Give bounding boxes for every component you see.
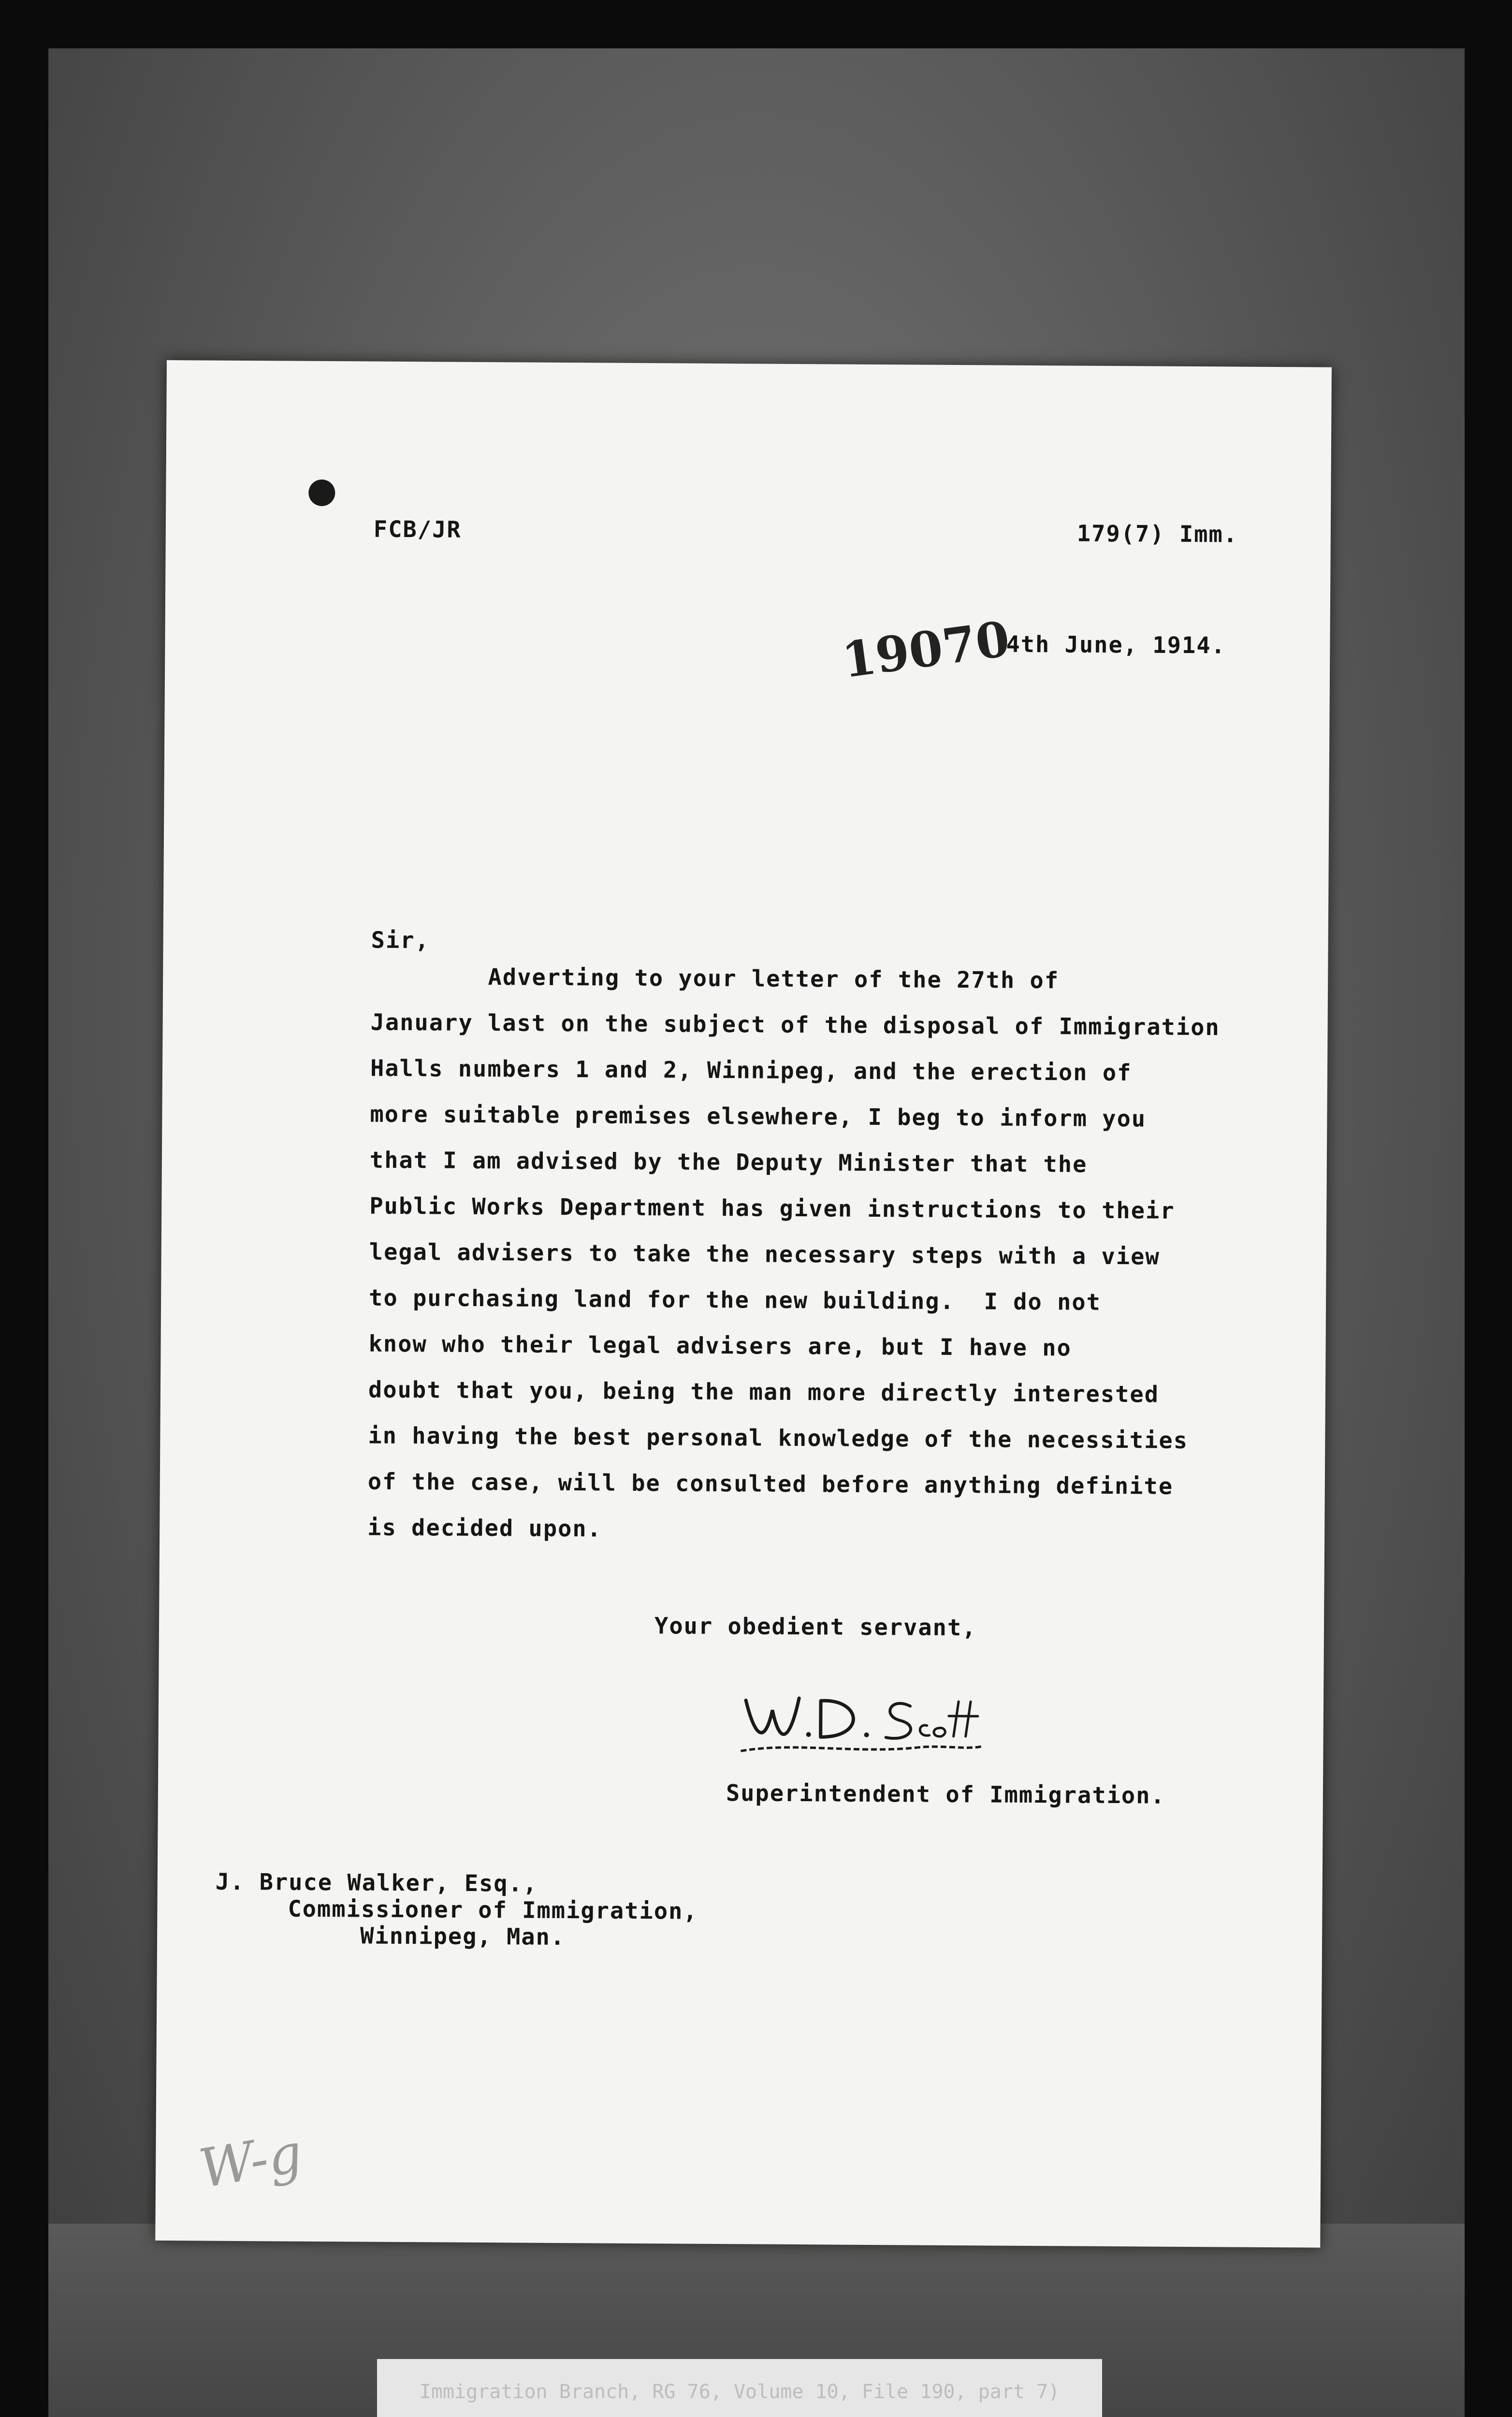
body-line: of the case, will be consulted before anything definite bbox=[367, 1468, 1174, 1500]
salutation: Sir, bbox=[371, 927, 430, 954]
reference-label: Immigration Branch, RG 76, Volume 10, File 190, part 7) bbox=[377, 2359, 1102, 2417]
body-line: that I am advised by the Deputy Minister that the bbox=[369, 1147, 1088, 1178]
body-line: Adverting to your letter of the 27th of bbox=[371, 963, 1060, 994]
handwritten-signature bbox=[736, 1681, 988, 1764]
letter-page bbox=[155, 360, 1332, 2248]
signatory-title: Superintendent of Immigration. bbox=[726, 1780, 1165, 1809]
body-line: to purchasing land for the new building. I do not bbox=[368, 1284, 1102, 1316]
reference-initials: FCB/JR bbox=[373, 516, 462, 543]
body-line: know who their legal advisers are, but I have no bbox=[368, 1330, 1072, 1362]
pencil-annotation: W-g bbox=[195, 2122, 307, 2200]
punch-hole bbox=[308, 480, 335, 506]
body-line: Public Works Department has given instructions to their bbox=[369, 1193, 1175, 1224]
addressee-name: J. Bruce Walker, Esq., bbox=[215, 1868, 538, 1897]
body-line: Halls numbers 1 and 2, Winnipeg, and the erection of bbox=[370, 1055, 1132, 1087]
file-reference: 179(7) Imm. bbox=[1076, 520, 1238, 548]
body-line: January last on the subject of the disposal of Immigration bbox=[370, 1009, 1220, 1041]
addressee-location: Winnipeg, Man. bbox=[360, 1922, 566, 1951]
letter-date: 4th June, 1914. bbox=[1006, 631, 1226, 659]
body-line: doubt that you, being the man more directly interested bbox=[368, 1376, 1160, 1408]
stamped-number: 19070 bbox=[839, 610, 1013, 689]
body-line: more suitable premises elsewhere, I beg to inform you bbox=[370, 1101, 1147, 1133]
body-line: in having the best personal knowledge of the necessities bbox=[368, 1422, 1189, 1454]
addressee-title: Commissioner of Immigration, bbox=[288, 1895, 698, 1925]
body-line: is decided upon. bbox=[367, 1514, 602, 1543]
body-line: legal advisers to take the necessary steps with a view bbox=[369, 1238, 1160, 1270]
closing: Your obedient servant, bbox=[654, 1613, 977, 1642]
